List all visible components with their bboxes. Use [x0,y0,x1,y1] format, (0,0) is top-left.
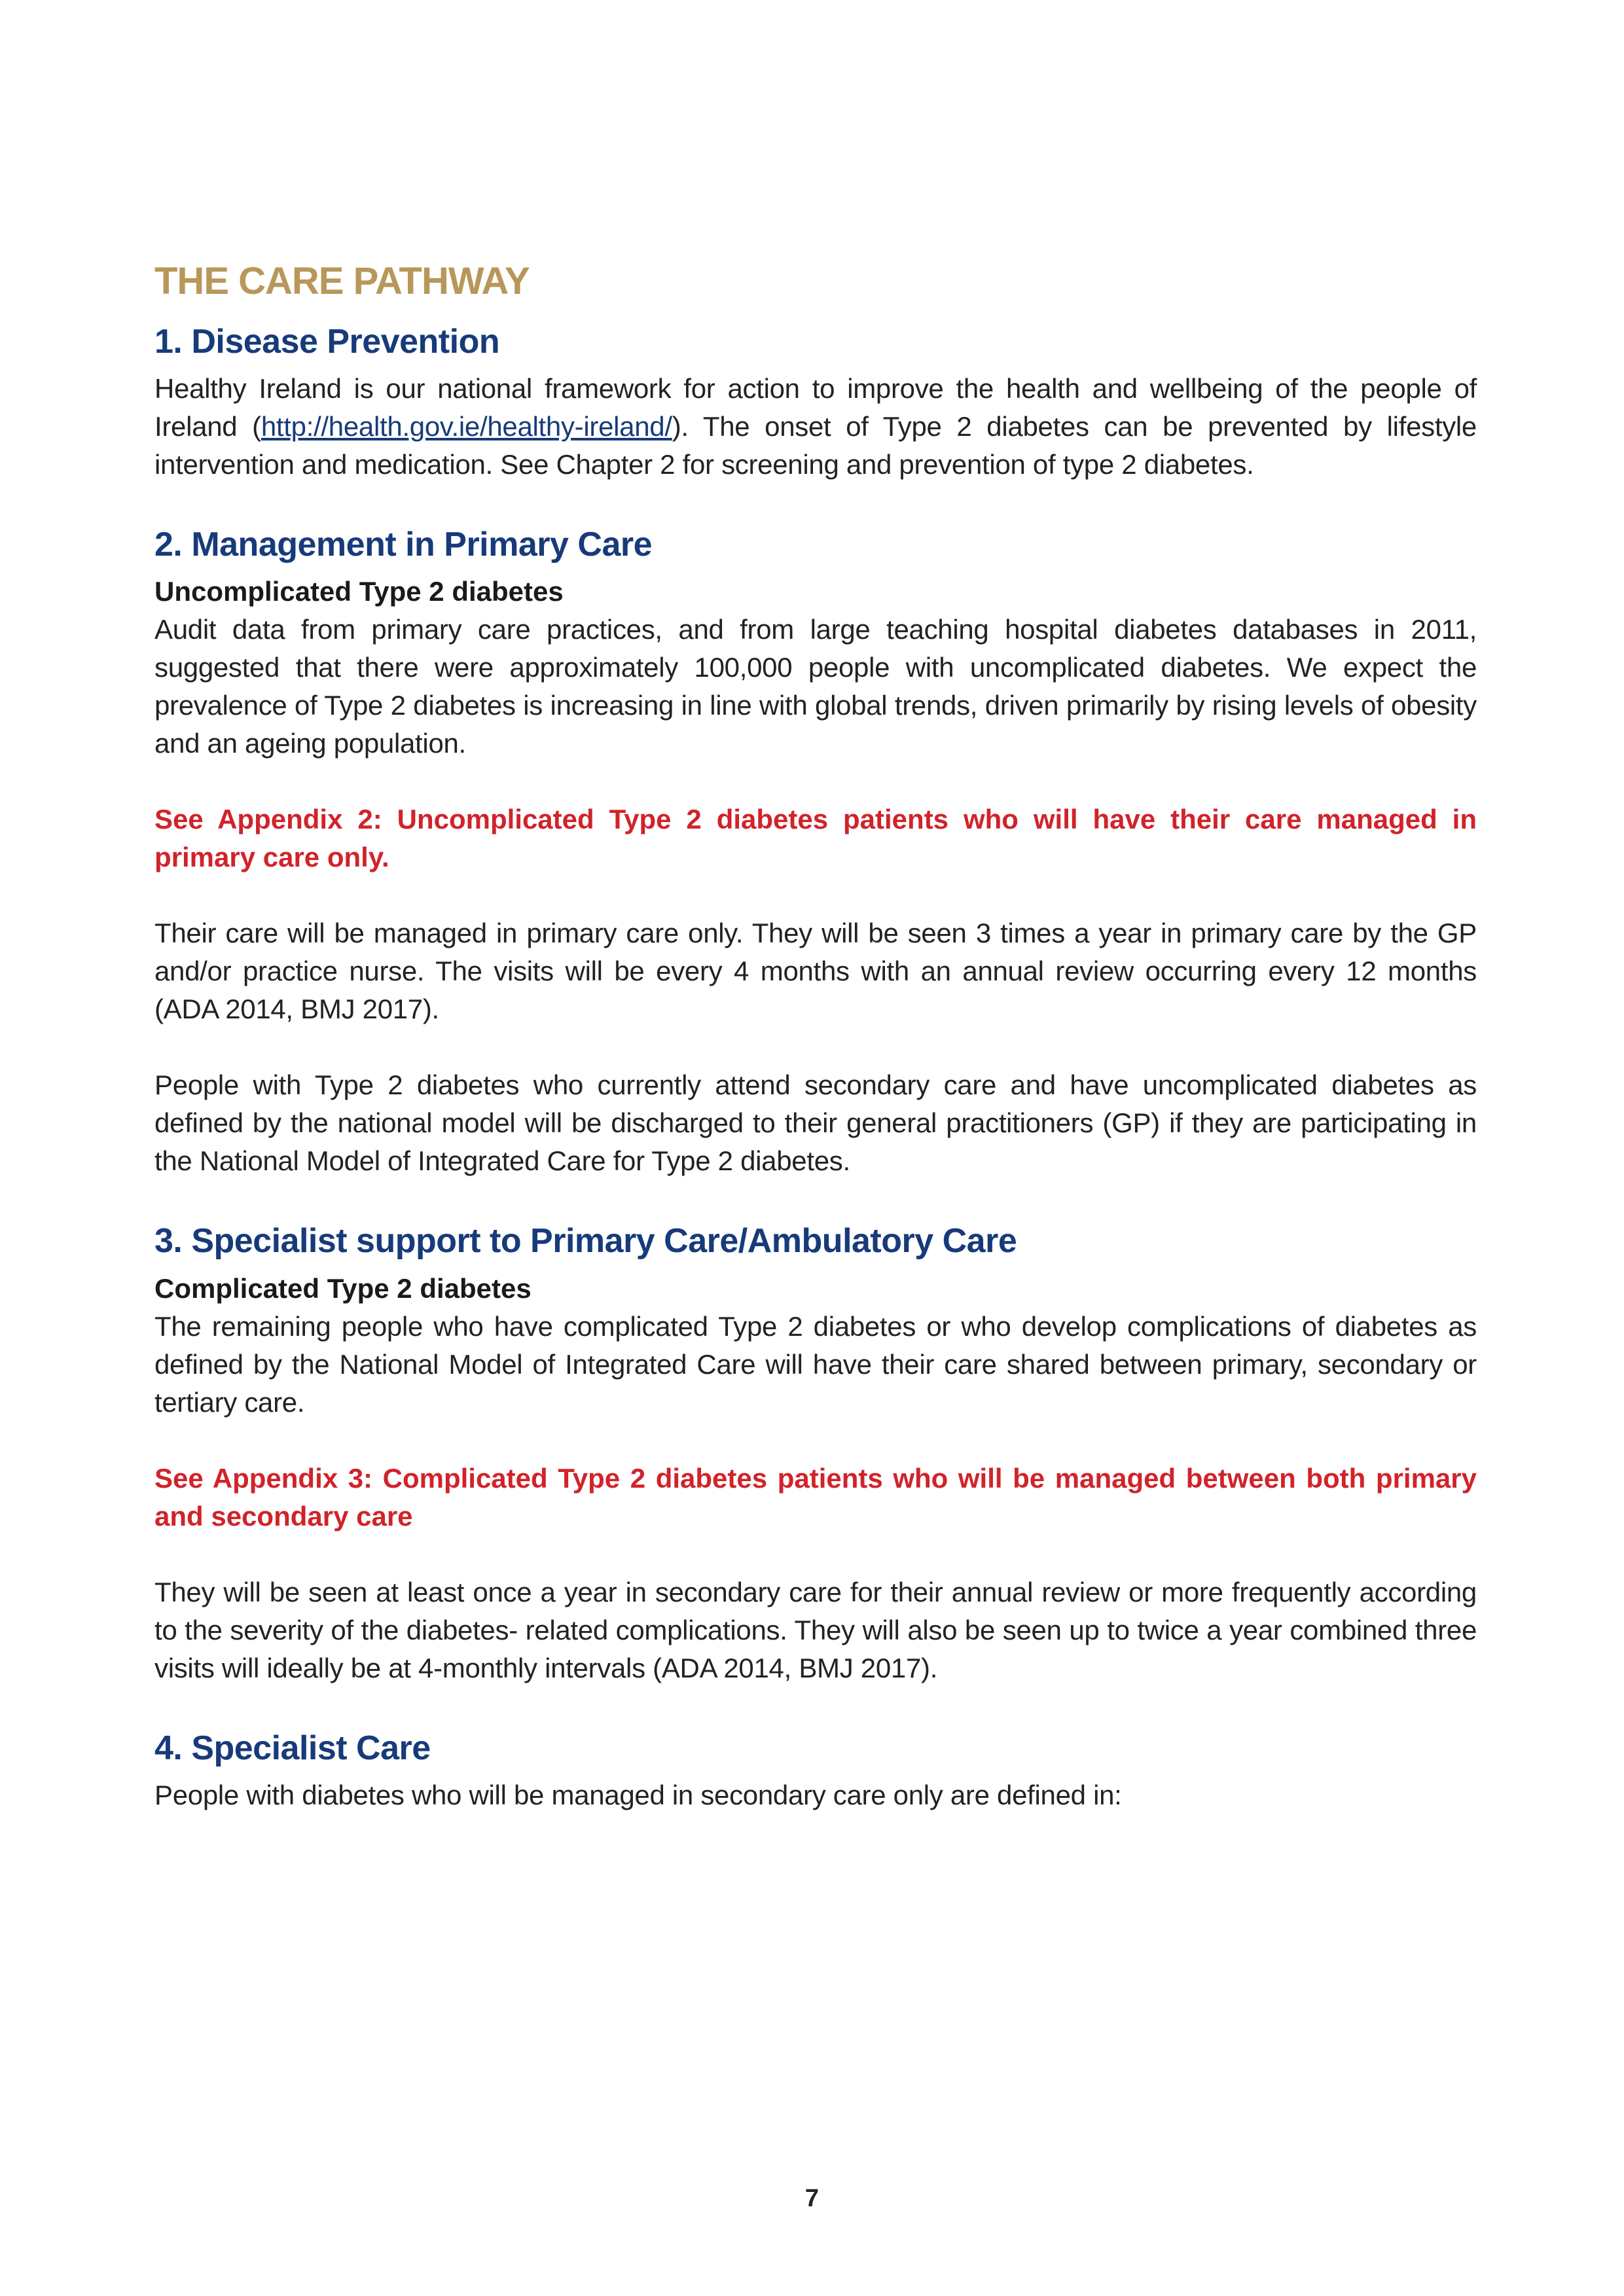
appendix-callout: See Appendix 3: Complicated Type 2 diabetes patients who will be managed between both primary and secondary care [154,1462,1477,1532]
section-specialist-care [154,1728,1477,1814]
paragraph [154,370,1477,484]
section-heading: 2. Management in Primary Care [154,525,653,564]
section-primary-care [154,524,1477,1180]
paragraph-text: Healthy Ireland is our national framework for action to improve the health and wellbeing of the people of Ireland ( [154,372,1477,442]
section-heading: 4. Specialist Care [154,1729,431,1767]
section-disease-prevention [154,321,1477,484]
paragraph: People with Type 2 diabetes who currently attend secondary care and have uncomplicated diabetes as defined by the national model will be discharged to their general practitioners (GP) if they are participating in the National Model of Integrated Care for Type 2 diabetes. [154,1069,1477,1177]
paragraph-text: ). The onset of Type 2 diabetes can be prevented by lifestyle intervention and medication. See Chapter 2 for screening and prevention of type 2 diabetes. [154,410,1477,480]
sub-heading: Uncomplicated Type 2 diabetes [154,576,564,607]
healthy-ireland-link[interactable]: http://health.gov.ie/healthy-ireland/ [261,410,672,442]
section-specialist-support [154,1221,1477,1687]
paragraph: Audit data from primary care practices, and from large teaching hospital diabetes databases in 2011, suggested that there were approximately 100,000 people with uncomplicated diabetes. We expect the prevalence of Type 2 diabetes is increasing in line with global trends, driven primarily by rising levels of obesity and an ageing population. [154,614,1477,759]
appendix-callout: See Appendix 2: Uncomplicated Type 2 diabetes patients who will have their care managed in primary care only. [154,804,1477,873]
page-number: 7 [804,2185,820,2212]
sub-heading: Complicated Type 2 diabetes [154,1272,532,1304]
section-heading: 3. Specialist support to Primary Care/Ambulatory Care [154,1222,1017,1261]
paragraph: Their care will be managed in primary care only. They will be seen 3 times a year in primary care by the GP and/or practice nurse. The visits will be every 4 months with an annual review occurring every 12 months (ADA 2014, BMJ 2017). [154,918,1477,1025]
page-content [154,259,1477,1814]
paragraph: The remaining people who have complicated Type 2 diabetes or who develop complications of diabetes as defined by the National Model of Integrated Care will have their care shared between primary, secondary or tertiary care. [154,1310,1477,1418]
page-title: THE CARE PATHWAY [154,260,530,302]
paragraph: People with diabetes who will be managed in secondary care only are defined in: [154,1780,1122,1811]
section-heading: 1. Disease Prevention [154,322,500,361]
paragraph: They will be seen at least once a year in secondary care for their annual review or more frequently according to the severity of the diabetes- related complications. They will also be seen up to twice a year combined three visits will ideally be at 4-monthly intervals (ADA 2014, BMJ 2017). [154,1576,1477,1683]
